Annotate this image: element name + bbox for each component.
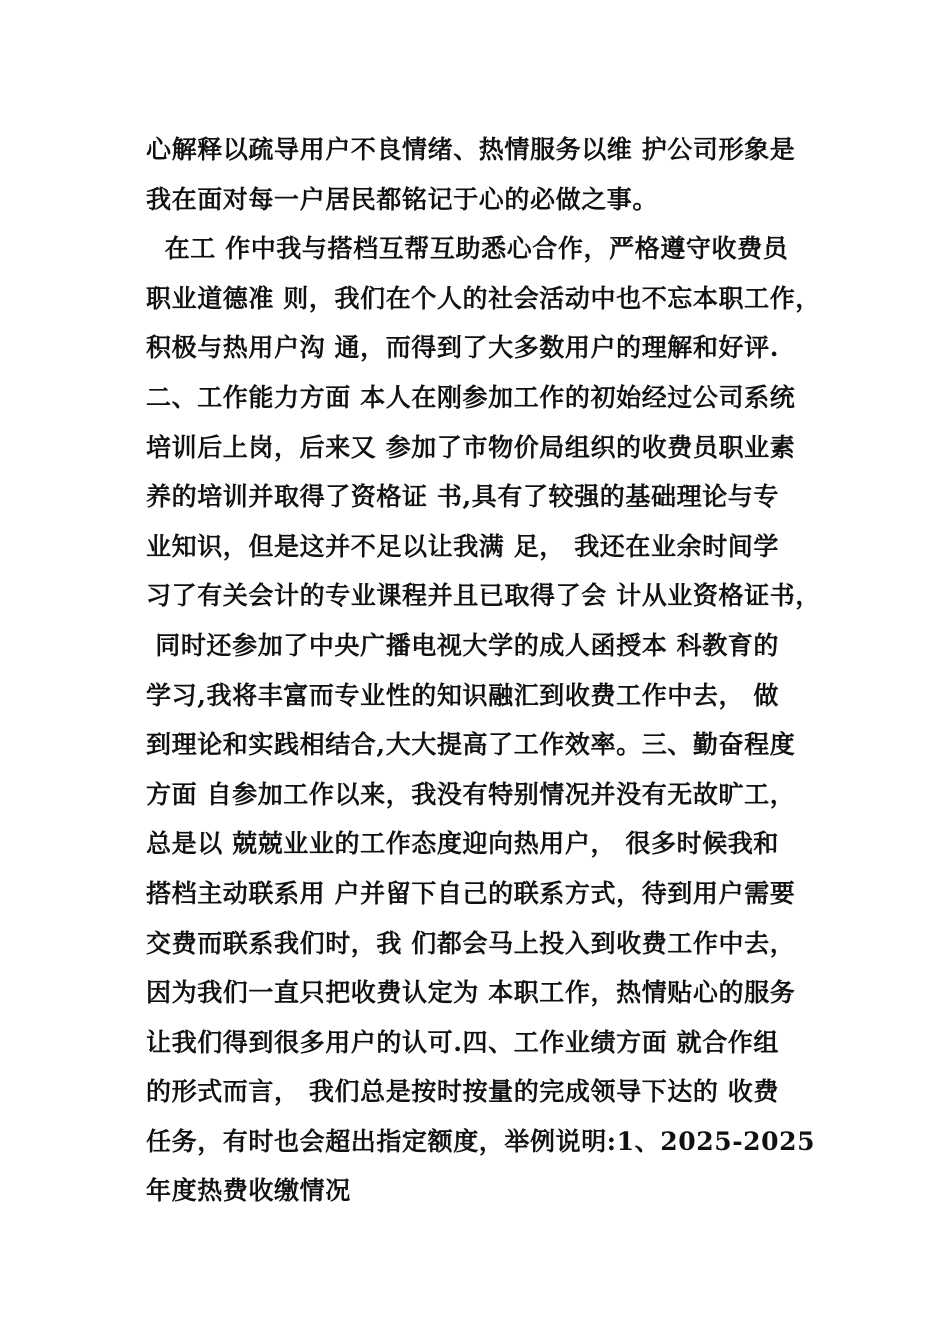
text-line: 同时还参加了中央广播电视大学的成人函授本 科教育的 xyxy=(146,630,780,660)
text-line: 习了有关会计的专业课程并且已取得了会 计从业资格证书， xyxy=(146,581,821,611)
text-line: 积极与热用户沟 通，而得到了大多数用户的理解和好评. xyxy=(146,333,780,363)
text-line: 我在面对每一户居民都铭记于心的必做之事。 xyxy=(146,184,659,214)
text-line: 的形式而言， 我们总是按时按量的完成领导下达的 收费 xyxy=(146,1077,780,1107)
text-line: 年度热费收缴情况 xyxy=(146,1176,351,1206)
text-line: 交费而联系我们时，我 们都会马上投入到收费工作中去， xyxy=(146,928,796,958)
text-line: 任务，有时也会超出指定额度，举例说明:1、2025-2025 xyxy=(146,1126,816,1156)
text-line: 因为我们一直只把收费认定为 本职工作，热情贴心的服务 xyxy=(146,978,796,1008)
text-line: 养的培训并取得了资格证 书,具有了较强的基础理论与专 xyxy=(146,482,780,512)
text-line: 搭档主动联系用 户并留下自己的联系方式，待到用户需要 xyxy=(146,878,796,908)
text-line: 心解释以疏导用户不良情绪、热情服务以维 护公司形象是 xyxy=(146,135,796,164)
text-line: 业知识，但是这并不足以让我满 足， 我还在业余时间学 xyxy=(146,531,780,561)
document-body xyxy=(146,125,826,1216)
text-line: 总是以 兢兢业业的工作态度迎向热用户， 很多时候我和 xyxy=(146,829,780,859)
text-line: 二、工作能力方面 本人在刚参加工作的初始经过公司系统 xyxy=(146,382,796,412)
text-line: 培训后上岗，后来又 参加了市物价局组织的收费员职业素 xyxy=(146,432,796,462)
text-line: 到理论和实践相结合,大大提高了工作效率。三、勤奋程度 xyxy=(146,730,796,760)
text-line: 方面 自参加工作以来，我没有特别情况并没有无故旷工， xyxy=(146,779,796,809)
text-line: 职业道德准 则，我们在个人的社会活动中也不忘本职工作， xyxy=(146,283,821,313)
text-line: 让我们得到很多用户的认可.四、工作业绩方面 就合作组 xyxy=(146,1027,780,1057)
text-line: 在工 作中我与搭档互帮互助悉心合作，严格遵守收费员 xyxy=(146,234,789,264)
text-line: 学习,我将丰富而专业性的知识融汇到收费工作中去， 做 xyxy=(146,680,780,710)
